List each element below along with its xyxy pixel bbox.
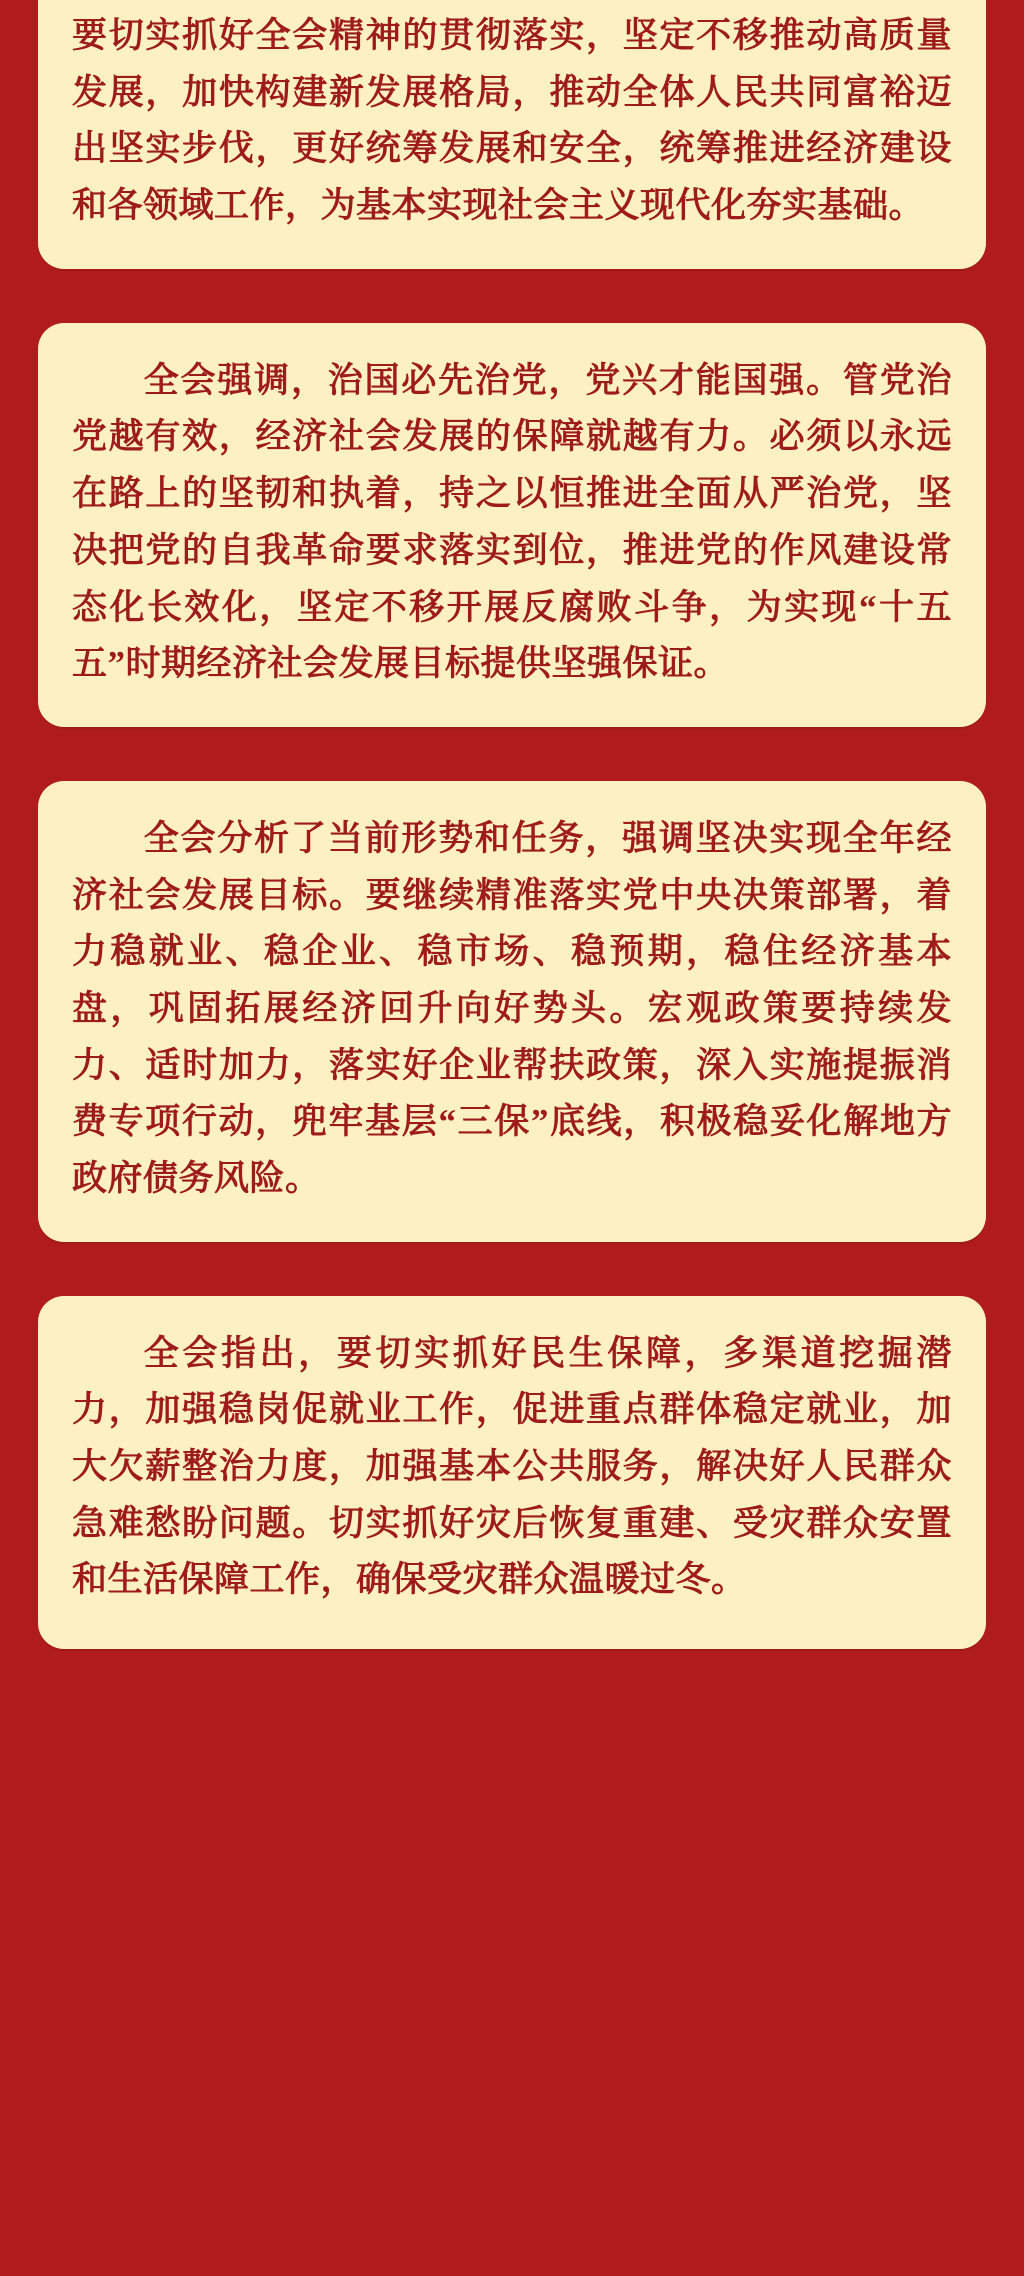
paragraph-card-4	[38, 1296, 986, 1649]
paragraph-card-3	[38, 781, 986, 1242]
paragraph-text-2: 全会强调，治国必先治党，党兴才能国强。管党治党越有效，经济社会发展的保障就越有力。必须以永远在路上的坚韧和执着，持之以恒推进全面从严治党，坚决把党的自我革命要求落实到位，推进党的作风建设常态化长效化，坚定不移开展反腐败斗争，为实现“十五五”时期经济社会发展目标提供坚强保证。	[72, 360, 952, 684]
paragraph-card-1	[38, 0, 986, 269]
paragraph-text-4: 全会指出，要切实抓好民生保障，多渠道挖掘潜力，加强稳岗促就业工作，促进重点群体稳定就业，加大欠薪整治力度，加强基本公共服务，解决好人民群众急难愁盼问题。切实抓好灾后恢复重建、受灾群众安置和生活保障工作，确保受灾群众温暖过冬。	[72, 1333, 952, 1600]
paragraph-text-1: 要切实抓好全会精神的贯彻落实，坚定不移推动高质量发展，加快构建新发展格局，推动全体人民共同富裕迈出坚实步伐，更好统筹发展和安全，统筹推进经济建设和各领域工作，为基本实现社会主义现代化夯实基础。	[72, 16, 952, 226]
paragraph-text-3: 全会分析了当前形势和任务，强调坚决实现全年经济社会发展目标。要继续精准落实党中央决策部署，着力稳就业、稳企业、稳市场、稳预期，稳住经济基本盘，巩固拓展经济回升向好势头。宏观政策要持续发力、适时加力，落实好企业帮扶政策，深入实施提振消费专项行动，兜牢基层“三保”底线，积极稳妥化解地方政府债务风险。	[72, 818, 952, 1198]
paragraph-card-2	[38, 323, 986, 727]
